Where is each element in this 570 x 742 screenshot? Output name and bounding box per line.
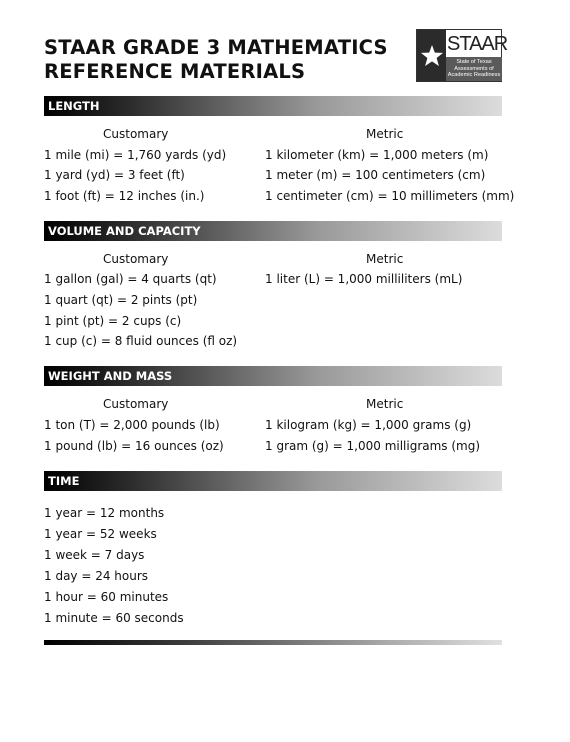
logo-wordmark: STAAR — [447, 33, 508, 55]
time-row: 1 day = 24 hours — [44, 569, 149, 583]
metric-column-label: Metric — [366, 127, 404, 141]
page-title — [44, 36, 388, 84]
length-metric-row: 1 centimeter (cm) = 10 millimeters (mm) — [265, 189, 515, 203]
metric-column-label: Metric — [366, 397, 404, 411]
star-icon — [417, 30, 446, 81]
volume-customary-row: 1 gallon (gal) = 4 quarts (qt) — [44, 272, 217, 286]
weight-customary-row: 1 ton (T) = 2,000 pounds (lb) — [44, 418, 220, 432]
time-row: 1 minute = 60 seconds — [44, 611, 184, 625]
logo-tagline-line-1: State of Texas — [456, 59, 492, 65]
weight-metric-row: 1 gram (g) = 1,000 milligrams (mg) — [265, 439, 481, 453]
time-row: 1 year = 12 months — [44, 506, 165, 520]
logo-tagline-line-3: Academic Readiness — [447, 72, 501, 78]
page-title-line-1: STAAR GRADE 3 MATHEMATICS — [44, 36, 388, 59]
logo-tagline — [446, 57, 502, 81]
time-row: 1 hour = 60 minutes — [44, 590, 169, 604]
section-heading: LENGTH — [48, 99, 100, 113]
length-customary-row: 1 mile (mi) = 1,760 yards (yd) — [44, 148, 227, 162]
length-metric-row: 1 meter (m) = 100 centimeters (cm) — [265, 168, 486, 182]
length-metric-row: 1 kilometer (km) = 1,000 meters (m) — [265, 148, 489, 162]
customary-column-label: Customary — [103, 252, 169, 266]
volume-customary-row: 1 quart (qt) = 2 pints (pt) — [44, 293, 198, 307]
footer-divider — [44, 640, 502, 645]
volume-customary-row: 1 cup (c) = 8 fluid ounces (fl oz) — [44, 334, 238, 348]
section-header-time — [44, 471, 502, 491]
section-heading: VOLUME AND CAPACITY — [48, 224, 201, 238]
section-header-weight — [44, 366, 502, 386]
metric-column-label: Metric — [366, 252, 404, 266]
section-header-volume — [44, 221, 502, 241]
length-customary-row: 1 yard (yd) = 3 feet (ft) — [44, 168, 185, 182]
customary-column-label: Customary — [103, 397, 169, 411]
weight-metric-row: 1 kilogram (kg) = 1,000 grams (g) — [265, 418, 472, 432]
section-heading: WEIGHT AND MASS — [48, 369, 173, 383]
page-title-line-2: REFERENCE MATERIALS — [44, 60, 306, 83]
section-heading: TIME — [48, 474, 80, 488]
logo-tagline-line-2: Assessments of — [454, 65, 494, 72]
section-header-length — [44, 96, 502, 116]
volume-metric-row: 1 liter (L) = 1,000 milliliters (mL) — [265, 272, 463, 286]
staar-logo — [416, 29, 508, 82]
weight-customary-row: 1 pound (lb) = 16 ounces (oz) — [44, 439, 224, 453]
time-row: 1 year = 52 weeks — [44, 527, 157, 541]
time-row: 1 week = 7 days — [44, 548, 145, 562]
length-customary-row: 1 foot (ft) = 12 inches (in.) — [44, 189, 205, 203]
customary-column-label: Customary — [103, 127, 169, 141]
volume-customary-row: 1 pint (pt) = 2 cups (c) — [44, 314, 182, 328]
